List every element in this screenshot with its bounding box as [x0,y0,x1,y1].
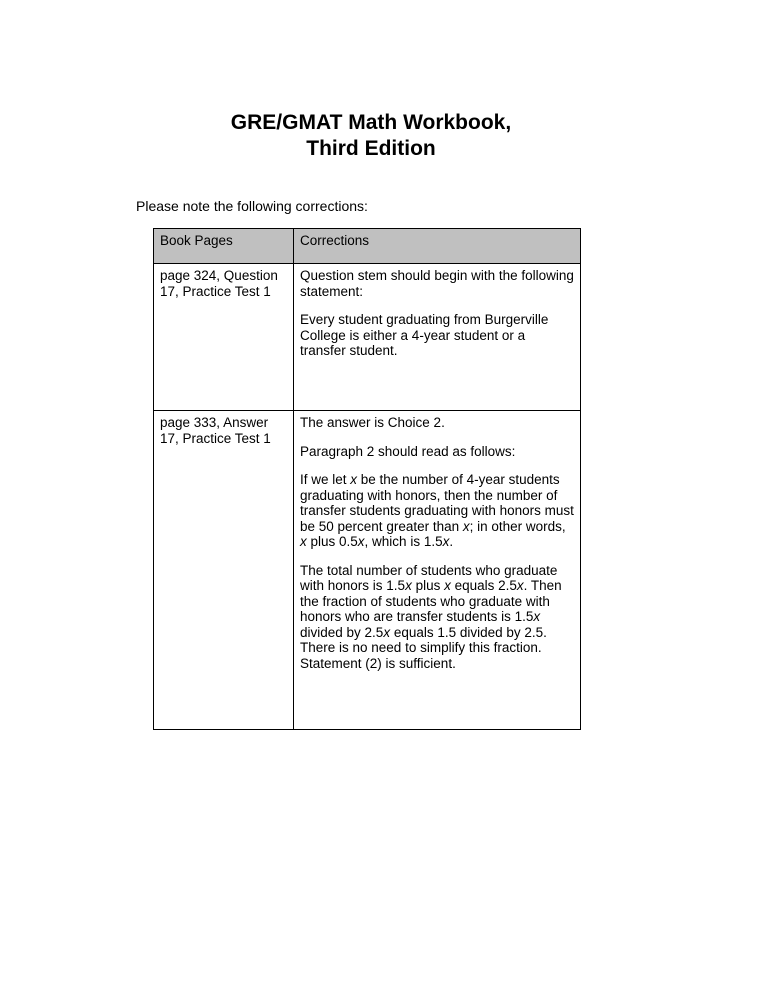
correction-paragraph: The answer is Choice 2. [300,415,445,430]
book-pages-cell: page 324, Question 17, Practice Test 1 [154,264,294,411]
correction-paragraph: Question stem should begin with the following statement: [300,268,574,299]
variable-x: x [357,534,365,549]
table-row [154,264,581,411]
variable-x: x [383,624,391,640]
table-row [154,411,581,730]
corrections-table [153,228,581,730]
variable-x: x [405,578,412,593]
variable-x: x [442,534,450,549]
correction-paragraph: Every student graduating from Burgerville College is either a 4-year student or a transfer student. [300,312,549,358]
intro-text: Please note the following corrections: [136,198,368,214]
table-header-row [154,229,581,264]
variable-x: x [350,472,358,487]
variable-x: x [462,518,470,534]
variable-x: x [300,534,307,549]
variable-x: x [516,578,524,593]
corrections-cell [294,411,581,730]
correction-paragraph: The total number of students who graduate with honors is 1.5x plus x equals 2.5x. Then the fraction of students who graduate with honors who are transfer students is 1.5x divided by 2.5x equals 1.5 divided by 2.5. There is no need to simplify this fraction. Statement (2) is sufficient. [300,562,562,671]
book-pages-cell: page 333, Answer 17, Practice Test 1 [154,411,294,730]
header-corrections: Corrections [294,229,581,264]
correction-paragraph: If we let x be the number of 4-year students graduating with honors, then the number of transfer students graduating with honors must be 50 percent greater than x; in other words, x plus 0.5x, which is 1.5x. [300,472,574,549]
document-title [0,110,742,162]
correction-paragraph: Paragraph 2 should read as follows: [300,443,516,459]
corrections-cell [294,264,581,411]
title-line-2: Third Edition [306,137,436,160]
variable-x: x [533,609,541,624]
title-line-1: GRE/GMAT Math Workbook, [230,111,512,134]
header-book-pages: Book Pages [154,229,294,264]
variable-x: x [444,578,451,593]
